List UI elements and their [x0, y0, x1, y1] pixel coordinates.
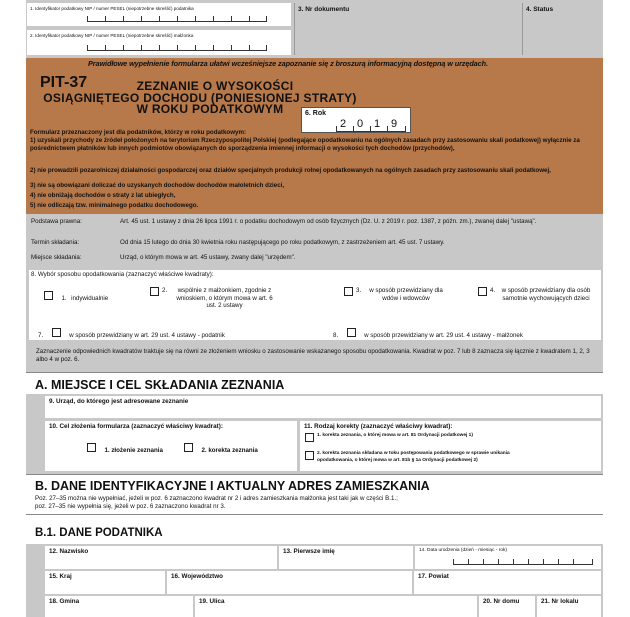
method-8-checkbox[interactable]	[347, 328, 356, 337]
taxpayer-id-ticks	[87, 16, 267, 22]
method-8-num: 8.	[333, 332, 339, 339]
street-field[interactable]	[195, 596, 477, 617]
spouse-id-label: 2. Identyfikator podatkowy NIP / numer PESEL (niepotrzebne skreślić) małżonka	[30, 33, 194, 38]
method-8-text: w sposób przewidziany w art. 29 ust. 4 ustawy - małżonek	[364, 332, 523, 339]
method-4-num: 4.	[490, 287, 496, 294]
legal-basis-label: Podstawa prawna:	[31, 218, 82, 225]
voivodeship-label: 16. Województwo	[171, 573, 224, 580]
apartment-number-field[interactable]	[537, 596, 601, 617]
document-number-field	[294, 3, 521, 55]
year-digit-2: 0	[357, 118, 364, 130]
method-1-text: indywidualnie	[71, 295, 109, 302]
method-3-num: 3.	[356, 287, 362, 294]
birth-date-ticks	[453, 559, 593, 565]
year-digit-3: 1	[374, 118, 381, 130]
section-a-title: A. MIEJSCE I CEL SKŁADANIA ZEZNANIA	[35, 378, 285, 392]
method-2-num: 2.	[162, 287, 168, 294]
subsection-b1-title: B.1. DANE PODATNIKA	[35, 527, 163, 539]
apartment-number-label: 21. Nr lokalu	[541, 598, 579, 605]
place-label: Miejsce składania:	[31, 254, 82, 261]
condition-2: 2) nie prowadzili pozarolniczej działalności gospodarczej oraz działów specjalnych produkcji rolnej opodatkowanych na ogólnych zasadach przy zastosowaniu skali podatkowej,	[30, 167, 551, 174]
house-number-label: 20. Nr domu	[483, 598, 520, 605]
method-4-text: w sposób przewidziany dla osób samotnie wychowujących dzieci	[501, 287, 591, 302]
method-3-checkbox[interactable]	[344, 287, 353, 296]
deadline-label: Termin składania:	[31, 239, 80, 246]
correction-2-checkbox[interactable]	[305, 451, 314, 460]
year-digits	[336, 118, 406, 132]
condition-4: 4) nie obniżają dochodów o straty z lat ubiegłych,	[30, 192, 176, 199]
method-option-7[interactable]	[38, 324, 298, 342]
year-digit-4: 9	[391, 118, 398, 130]
deadline-text: Od dnia 15 lutego do dnia 30 kwietnia roku następującego po roku podatkowym, z zastrzeżeniem art. 45 ust. 7 ustawy.	[120, 239, 445, 246]
method-2-text: wspólnie z małżonkiem, zgodnie z wnioskiem, o którym mowa w art. 6 ust. 2 ustawy	[176, 287, 273, 310]
correction-1-checkbox[interactable]	[305, 433, 314, 442]
form-code: PIT-37	[40, 74, 88, 91]
correction-type-label: 11. Rodzaj korekty (zaznaczyć właściwy kwadrat):	[304, 423, 453, 430]
country-field[interactable]	[45, 571, 165, 594]
form-intro: Formularz przeznaczony jest dla podatników, którzy w roku podatkowym:	[30, 129, 247, 136]
form-title-line2: OSIĄGNIĘTEGO DOCHODU (PONIESIONEJ STRATY)	[43, 91, 357, 105]
method-option-8[interactable]	[333, 324, 601, 342]
birth-date-field[interactable]	[415, 546, 601, 569]
municipality-field[interactable]	[45, 596, 193, 617]
section-b-note-2: poz. 27–35 nie wypełnia się, jeżeli w poz. 6 zaznaczono kwadrat nr 3.	[35, 503, 226, 510]
municipality-label: 18. Gmina	[49, 598, 80, 605]
county-field[interactable]	[414, 571, 601, 594]
voivodeship-field[interactable]	[167, 571, 412, 594]
status-field	[522, 3, 602, 55]
condition-3: 3) nie są obowiązani doliczać do uzyskanych dochodów dochodów małoletnich dzieci,	[30, 182, 285, 189]
correction-type-field[interactable]	[300, 421, 601, 471]
notice-text: Prawidłowe wypełnienie formularza ułatwi wcześniejsze zapoznanie się z broszurą informacyjną dostępną w urzędach.	[88, 59, 488, 68]
place-text: Urząd, o którym mowa w art. 45 ustawy, zwany dalej "urzędem".	[120, 254, 296, 261]
purpose-label: 10. Cel złożenia formularza (zaznaczyć właściwy kwadrat):	[49, 423, 223, 430]
purpose-option-1[interactable]	[87, 439, 163, 457]
tax-office-label: 9. Urząd, do którego jest adresowane zeznanie	[49, 398, 189, 405]
county-label: 17. Powiat	[418, 573, 449, 580]
legal-basis-text: Art. 45 ust. 1 ustawy z dnia 26 lipca 1991 r. o podatku dochodowym od osób fizycznych (Dz. U. z 2019 r. poz. 1387, z późn. zm.), zwanej dalej "ustawą".	[120, 218, 537, 225]
taxpayer-id-label: 1. Identyfikator podatkowy NIP / numer PESEL (niepotrzebne skreślić) podatnika	[30, 6, 194, 11]
method-2-checkbox[interactable]	[150, 287, 159, 296]
purpose-option-2[interactable]	[184, 439, 258, 457]
condition-1: 1) uzyskali przychody ze źródeł położonych na terytorium Rzeczypospolitej Polskiej (podlegające opodatkowaniu na ogólnych zasadach przy zastosowaniu skali podatkowej) wyłącznie za pośrednictwem płatników lub innych podmiotów obowiązanych do sporządzenia imiennej informacji o wysokości tych dochodów (przychodów),	[30, 137, 580, 152]
purpose-1-label: 1. złożenie zeznania	[104, 447, 163, 454]
taxpayer-id-field[interactable]	[27, 3, 291, 26]
form-title-line1: ZEZNANIE O WYSOKOŚCI	[136, 79, 294, 93]
section-b-note-1: Poz. 27–35 można nie wypełniać, jeżeli w poz. 6 zaznaczono kwadrat nr 2 i adres zamieszkania małżonka jest taki jak w części B.1.;	[35, 495, 398, 502]
method-1-checkbox[interactable]	[44, 291, 53, 300]
year-digit-1: 2	[340, 118, 347, 130]
section-b-title: B. DANE IDENTYFIKACYJNE I AKTUALNY ADRES ZAMIESZKANIA	[35, 479, 430, 493]
method-7-text: w sposób przewidziany w art. 29 ust. 4 ustawy - podatnik	[69, 332, 225, 339]
correction-2-label: 2. korekta zeznania składana w toku postępowania podatkowego w sprawie unikania opodatkowania, o której mowa w art. 81b § 1a Ordynacji podatkowej 2)	[317, 451, 510, 463]
purpose-2-label: 2. korekta zeznania	[201, 447, 258, 454]
document-number-label: 3. Nr dokumentu	[298, 6, 350, 13]
first-name-field[interactable]	[279, 546, 413, 569]
method-7-num: 7.	[38, 332, 44, 339]
method-4-checkbox[interactable]	[478, 287, 487, 296]
year-label: 6. Rok	[305, 110, 327, 117]
first-name-label: 13. Pierwsze imię	[283, 548, 335, 555]
method-option-1[interactable]	[44, 287, 144, 305]
surname-field[interactable]	[45, 546, 277, 569]
spouse-id-ticks	[87, 45, 267, 51]
status-label: 4. Status	[526, 6, 554, 13]
house-number-field[interactable]	[479, 596, 535, 617]
year-field[interactable]	[301, 107, 411, 133]
method-note: Zaznaczenie odpowiednich kwadratów traktuje się na równi ze złożeniem wniosku o zastosowanie wskazanego sposobu opodatkowania. Kwadrat w poz. 7 lub 8 zaznacza się łącznie z kwadratem 1, 2, 3 albo 4 w poz. 6.	[36, 348, 590, 363]
tax-office-field[interactable]	[45, 396, 601, 418]
purpose-1-checkbox[interactable]	[87, 443, 96, 452]
purpose-field[interactable]	[45, 421, 297, 471]
purpose-2-checkbox[interactable]	[184, 443, 193, 452]
condition-5: 5) nie odliczają tzw. minimalnego podatku dochodowego.	[30, 202, 199, 209]
method-1-num: 1.	[61, 295, 67, 302]
street-label: 19. Ulica	[199, 598, 225, 605]
method-7-checkbox[interactable]	[52, 328, 61, 337]
form-title-line3: W ROKU PODATKOWYM	[136, 102, 284, 116]
surname-label: 12. Nazwisko	[49, 548, 89, 555]
birth-date-label: 14. Data urodzenia (dzień - miesiąc - rok)	[419, 548, 507, 553]
spouse-id-field[interactable]	[27, 30, 291, 55]
method-label: 8. Wybór sposobu opodatkowania (zaznaczyć właściwe kwadraty):	[31, 271, 214, 278]
country-label: 15. Kraj	[49, 573, 72, 580]
method-3-text: w sposób przewidziany dla wdów i wdowców	[369, 287, 443, 302]
correction-1-label: 1. korekta zeznania, o której mowa w art. 81 Ordynacji podatkowej 1)	[317, 433, 473, 438]
